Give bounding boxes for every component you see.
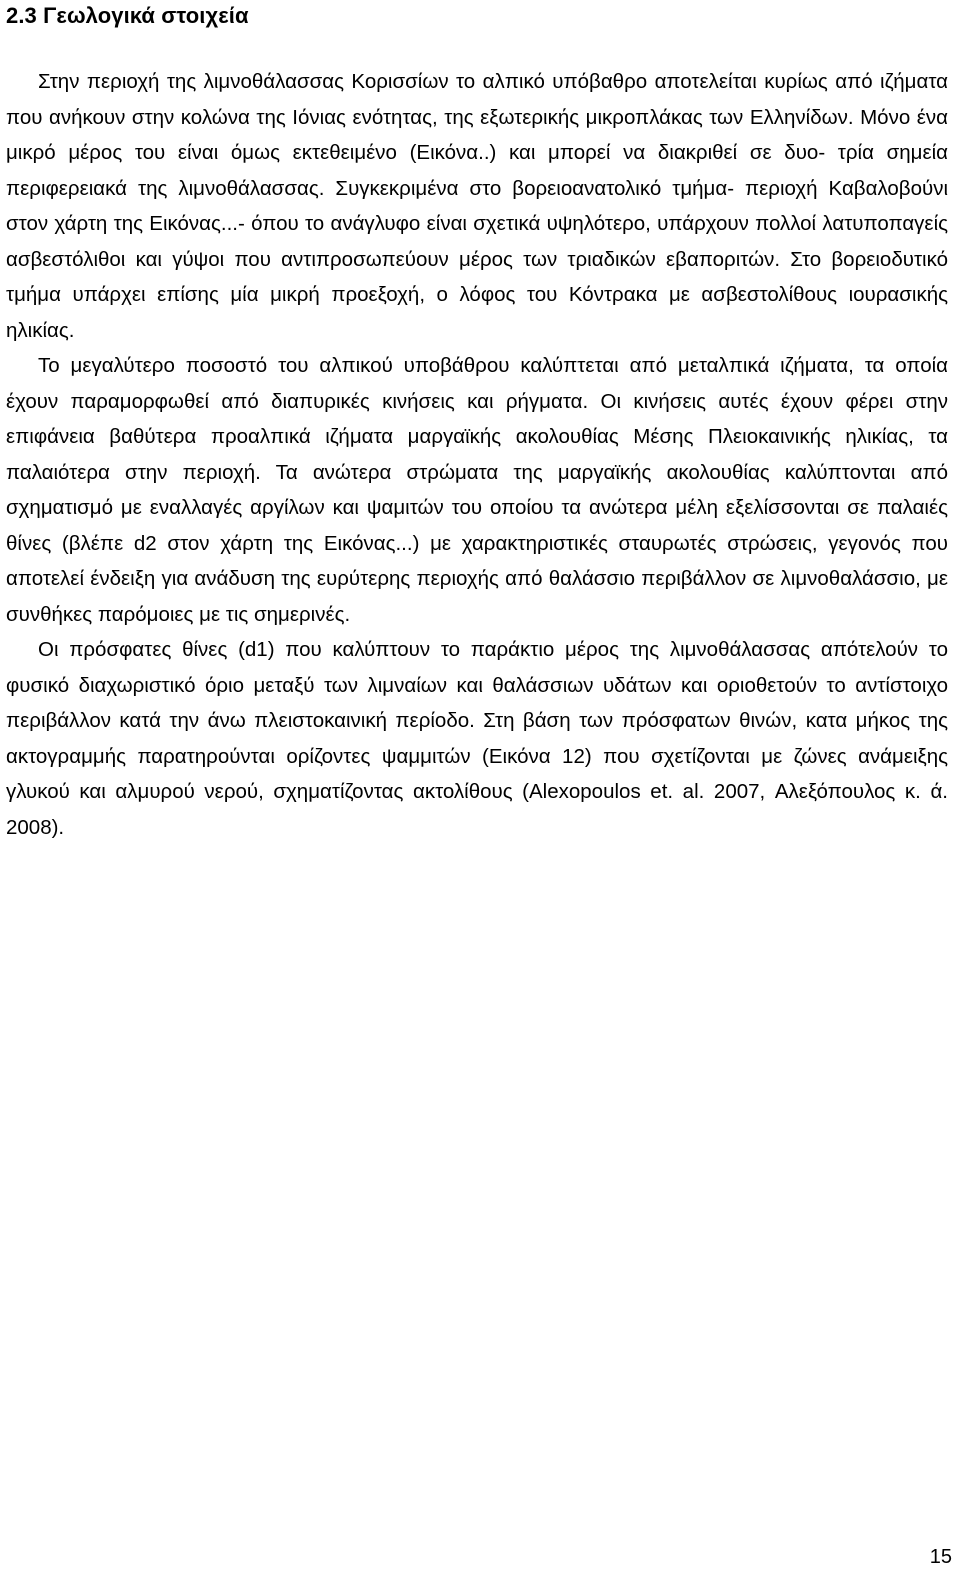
page-number: 15: [929, 1546, 952, 1568]
section-body: [6, 64, 948, 845]
paragraph-alpine-basement: Στην περιοχή της λιμνοθάλασσας Κορισσίων το αλπικό υπόβαθρο αποτελείται κυρίως από ιζήματα που ανήκουν στην κολώνα της Ιόνιας ενότητας, της εξωτερικής μικροπλάκας των Ελληνίδων. Μόνο ένα μικρό μέρος του είναι όμως εκτεθειμένο (Εικόνα..) και μπορεί να διακριθεί σε δυο- τρία σημεία περιφερειακά της λιμνοθάλασσας. Συγκεκριμένα στο βορειοανατολικό τμήμα- περιοχή Καβαλοβούνι στον χάρτη της Εικόνας...- όπου το ανάγλυφο είναι σχετικά υψηλότερο, υπάρχουν πολλοί λατυποπαγείς ασβεστόλιθοι και γύψοι που αντιπροσωπεύουν μέρος των τριαδικών εβαποριτών. Στο βορειοδυτικό τμήμα υπάρχει επίσης μία μικρή προεξοχή, ο λόφος του Κόντρακα με ασβεστολίθους ιουρασικής ηλικίας.: [6, 70, 948, 342]
paragraph-recent-dunes: Οι πρόσφατες θίνες (d1) που καλύπτουν το παράκτιο μέρος της λιμνοθάλασσας απότελούν το φυσικό διαχωριστικό όριο μεταξύ των λιμναίων και θαλάσσιων υδάτων και οριοθετούν το αντίστοιχο περιβάλλον κατά την άνω πλειστοκαινική περίοδο. Στη βάση των πρόσφατων θινών, κατα μήκος της ακτογραμμής παρατηρούνται ορίζοντες ψαμμιτών (Εικόνα 12) που σχετίζονται με ζώνες ανάμειξης γλυκού και αλμυρού νερού, σχηματίζοντας ακτολίθους (Alexopoulos et. al. 2007, Αλεξόπουλος κ. ά. 2008).: [6, 638, 948, 839]
paragraph-post-alpine-sediments: Το μεγαλύτερο ποσοστό του αλπικού υποβάθρου καλύπτεται από μεταλπικά ιζήματα, τα οποία έχουν παραμορφωθεί από διαπυρικές κινήσεις και ρήγματα. Οι κινήσεις αυτές έχουν φέρει στην επιφάνεια βαθύτερα προαλπικά ιζήματα μαργαϊκής ακολουθίας Μέσης Πλειοκαινικής ηλικίας, τα παλαιότερα στην περιοχή. Τα ανώτερα στρώματα της μαργαϊκής ακολουθίας καλύπτονται από σχηματισμό με εναλλαγές αργίλων και ψαμιτών του οποίου τα ανώτερα μέλη εξελίσσονται σε παλαιές θίνες (βλέπε d2 στον χάρτη της Εικόνας...) με χαρακτηριστικές σταυρωτές στρώσεις, γεγονός που αποτελεί ένδειξη για ανάδυση της ευρύτερης περιοχής από θαλάσσιο περιβάλλον σε λιμνοθαλάσσιο, με συνθήκες παρόμοιες με τις σημερινές.: [6, 354, 948, 626]
section-heading: 2.3 Γεωλογικά στοιχεία: [6, 3, 249, 28]
